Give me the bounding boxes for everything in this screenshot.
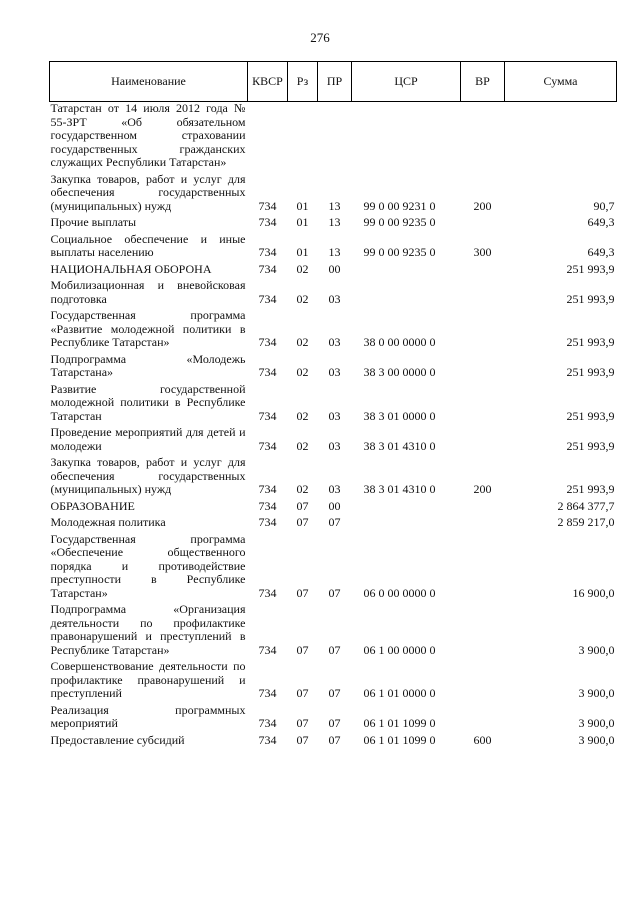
row-kvsr: 734 — [258, 585, 277, 600]
row-name: Проведение мероприятий для детей и молодежи — [50, 425, 246, 453]
row-csr — [352, 279, 461, 306]
row-pr: 03 — [328, 365, 341, 379]
row-rz — [288, 102, 318, 170]
header-name: Наименование — [50, 62, 248, 102]
header-csr: ЦСР — [352, 62, 461, 102]
row-csr: 38 0 00 0000 0 — [363, 335, 436, 349]
row-pr: 13 — [328, 198, 341, 213]
row-sum: 3 900,0 — [578, 642, 615, 657]
row-kvsr: 734 — [258, 291, 277, 306]
row-spacer-cell — [50, 747, 617, 750]
row-pr: 03 — [328, 335, 341, 349]
row-rz: 07 — [296, 716, 309, 730]
table-row — [50, 426, 617, 453]
row-csr: 38 3 01 4310 0 — [363, 482, 436, 496]
row-rz: 01 — [296, 245, 309, 259]
table-row — [50, 704, 617, 731]
row-kvsr: 734 — [258, 261, 277, 276]
table-row — [50, 216, 617, 230]
row-name: Предоставление субсидий — [50, 732, 185, 747]
header-rz: Рз — [288, 62, 318, 102]
row-sum: 16 900,0 — [572, 585, 615, 600]
row-name: Государственная программа «Развитие молодежной политики в Республике Татарстан» — [50, 308, 246, 349]
table-row — [50, 603, 617, 657]
row-pr: 13 — [328, 215, 341, 229]
row-pr: 00 — [328, 498, 341, 513]
row-vr: 300 — [473, 245, 492, 259]
row-rz: 07 — [296, 515, 309, 529]
row-csr: 38 3 01 4310 0 — [363, 438, 436, 453]
row-pr: 03 — [328, 482, 341, 496]
row-sum: 649,3 — [587, 215, 615, 229]
row-csr: 99 0 00 9231 0 — [363, 198, 436, 213]
table-row — [50, 102, 617, 170]
row-name: ОБРАЗОВАНИЕ — [50, 498, 135, 513]
row-pr: 13 — [328, 245, 341, 259]
row-sum: 3 900,0 — [578, 686, 615, 700]
row-vr — [461, 102, 505, 170]
row-vr — [461, 426, 505, 453]
header-vr: ВР — [461, 62, 505, 102]
row-pr: 07 — [328, 686, 341, 700]
row-csr — [352, 263, 461, 277]
row-sum: 251 993,9 — [566, 365, 615, 379]
row-vr — [461, 353, 505, 380]
row-sum: 251 993,9 — [566, 291, 615, 306]
row-vr — [461, 263, 505, 277]
row-rz: 07 — [296, 732, 309, 747]
row-vr: 200 — [473, 482, 492, 496]
row-vr — [461, 533, 505, 601]
row-vr — [461, 309, 505, 350]
row-kvsr: 734 — [258, 365, 277, 379]
row-sum: 649,3 — [587, 245, 615, 259]
row-rz: 02 — [296, 335, 309, 349]
row-csr — [352, 102, 461, 170]
page-number: 276 — [310, 30, 330, 45]
row-vr — [461, 704, 505, 731]
row-sum: 251 993,9 — [566, 261, 615, 276]
row-pr: 07 — [328, 716, 341, 730]
row-name: Молодежная политика — [50, 515, 166, 529]
row-kvsr: 734 — [258, 198, 277, 213]
row-name: Государственная программа «Обеспечение общественного порядка и противодействие преступности в Республике Татарстан» — [50, 531, 246, 600]
row-rz: 02 — [296, 482, 309, 496]
table-row — [50, 309, 617, 350]
row-csr: 38 3 00 0000 0 — [363, 365, 436, 379]
row-vr — [461, 500, 505, 514]
row-rz: 02 — [296, 408, 309, 423]
row-pr: 07 — [328, 515, 341, 529]
row-kvsr: 734 — [258, 408, 277, 423]
row-csr — [352, 516, 461, 530]
row-kvsr: 734 — [258, 215, 277, 229]
table-row — [50, 233, 617, 260]
row-pr: 03 — [328, 408, 341, 423]
row-rz: 02 — [296, 261, 309, 276]
table-row — [50, 734, 617, 748]
row-name: Реализация программных мероприятий — [50, 702, 246, 730]
table-row — [50, 263, 617, 277]
row-kvsr: 734 — [258, 482, 277, 496]
row-name: Закупка товаров, работ и услуг для обеспечения государственных (муниципальных) нужд — [50, 171, 246, 213]
table-row — [50, 500, 617, 514]
row-kvsr: 734 — [258, 498, 277, 513]
table-row — [50, 660, 617, 701]
row-kvsr: 734 — [258, 335, 277, 349]
row-vr: 200 — [473, 198, 492, 213]
row-vr: 600 — [473, 732, 492, 747]
row-vr — [461, 216, 505, 230]
row-sum — [505, 102, 617, 170]
table-header-row — [50, 62, 617, 102]
row-rz: 02 — [296, 438, 309, 453]
row-pr: 03 — [328, 438, 341, 453]
row-csr: 38 3 01 0000 0 — [363, 408, 436, 423]
row-rz: 01 — [296, 215, 309, 229]
budget-table — [49, 61, 617, 750]
row-kvsr: 734 — [258, 686, 277, 700]
row-name: Подпрограмма «Молодежь Татарстана» — [50, 351, 246, 379]
row-csr: 06 1 00 0000 0 — [363, 642, 436, 657]
row-csr: 99 0 00 9235 0 — [363, 215, 436, 229]
row-kvsr: 734 — [258, 245, 277, 259]
header-sum: Сумма — [505, 62, 617, 102]
table-row — [50, 456, 617, 497]
row-csr: 06 1 01 1099 0 — [363, 732, 436, 747]
row-vr — [461, 516, 505, 530]
header-pr: ПР — [318, 62, 352, 102]
row-pr: 03 — [328, 291, 341, 306]
row-rz: 07 — [296, 642, 309, 657]
row-rz: 07 — [296, 585, 309, 600]
row-kvsr: 734 — [258, 732, 277, 747]
row-name: Совершенствование деятельности по профилактике правонарушений и преступлений — [50, 659, 246, 700]
row-sum: 90,7 — [593, 198, 615, 213]
row-name: Развитие государственной молодежной политики в Республике Татарстан — [50, 381, 246, 423]
row-name: Закупка товаров, работ и услуг для обеспечения государственных (муниципальных) нужд — [50, 455, 246, 496]
row-rz: 01 — [296, 198, 309, 213]
table-row — [50, 516, 617, 530]
row-sum: 3 900,0 — [578, 716, 615, 730]
row-vr — [461, 279, 505, 306]
row-name: Прочие выплаты — [50, 215, 137, 229]
row-sum: 3 900,0 — [578, 732, 615, 747]
row-kvsr: 734 — [258, 716, 277, 730]
table-row — [50, 173, 617, 214]
row-rz: 07 — [296, 498, 309, 513]
row-sum: 251 993,9 — [566, 408, 615, 423]
row-sum: 2 864 377,7 — [557, 498, 615, 513]
row-vr — [461, 603, 505, 657]
row-sum: 251 993,9 — [566, 335, 615, 349]
row-csr: 99 0 00 9235 0 — [363, 245, 436, 259]
row-csr: 06 1 01 0000 0 — [363, 686, 436, 700]
row-spacer — [50, 747, 617, 750]
row-kvsr — [248, 102, 288, 170]
row-sum: 2 859 217,0 — [557, 515, 615, 529]
row-kvsr: 734 — [258, 642, 277, 657]
row-name: Татарстан от 14 июля 2012 года № 55-ЗРТ «Об обязательном государственном страховании государственных гражданских служащих Республики Татарстан» — [50, 101, 246, 169]
row-csr — [352, 500, 461, 514]
row-kvsr: 734 — [258, 438, 277, 453]
row-csr: 06 1 01 1099 0 — [363, 716, 436, 730]
row-pr: 00 — [328, 261, 341, 276]
row-pr: 07 — [328, 732, 341, 747]
row-pr: 07 — [328, 642, 341, 657]
row-csr: 06 0 00 0000 0 — [363, 585, 436, 600]
row-pr: 07 — [328, 585, 341, 600]
row-rz: 07 — [296, 686, 309, 700]
row-rz: 02 — [296, 365, 309, 379]
row-name: Мобилизационная и вневойсковая подготовка — [50, 278, 246, 306]
row-sum: 251 993,9 — [566, 482, 615, 496]
table-row — [50, 533, 617, 601]
table-row — [50, 279, 617, 306]
table-row — [50, 353, 617, 380]
row-vr — [461, 660, 505, 701]
header-kvsr: КВСР — [248, 62, 288, 102]
row-name: НАЦИОНАЛЬНАЯ ОБОРОНА — [50, 261, 212, 276]
row-rz: 02 — [296, 291, 309, 306]
row-kvsr: 734 — [258, 515, 277, 529]
row-name: Подпрограмма «Организация деятельности по профилактике правонарушений и преступлений в Республике Татарстан» — [50, 602, 246, 657]
row-sum: 251 993,9 — [566, 438, 615, 453]
row-pr — [318, 102, 352, 170]
row-vr — [461, 383, 505, 424]
row-name: Социальное обеспечение и иные выплаты населению — [50, 231, 246, 259]
table-row — [50, 383, 617, 424]
